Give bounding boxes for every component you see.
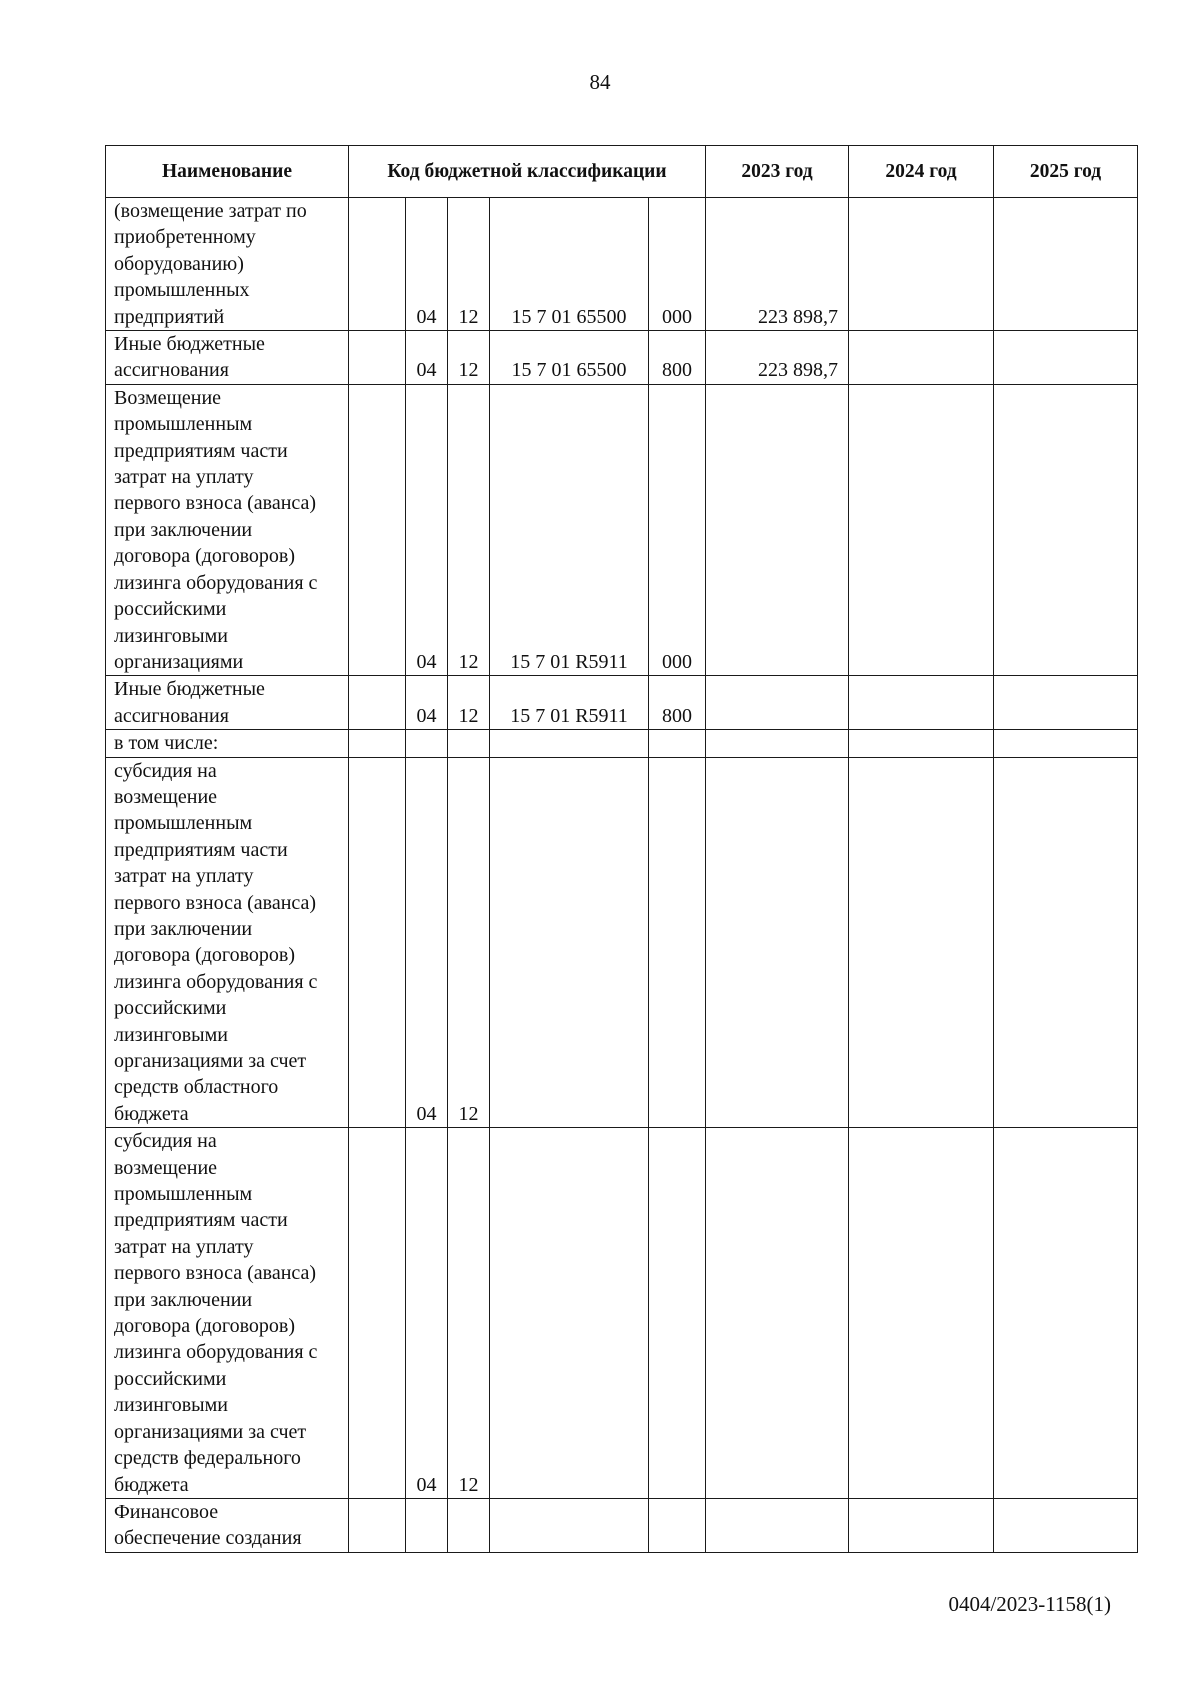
code-expense-type: 000 xyxy=(649,384,706,675)
amount-2023 xyxy=(706,384,849,675)
table-row xyxy=(106,676,1138,730)
code-empty-cell xyxy=(349,1498,406,1552)
code-target-article: 15 7 01 65500 xyxy=(490,331,649,385)
table-row xyxy=(106,198,1138,331)
table-row xyxy=(106,1498,1138,1552)
code-target-article xyxy=(490,730,649,757)
code-section xyxy=(406,1498,448,1552)
amount-2023: 223 898,7 xyxy=(706,331,849,385)
code-empty-cell xyxy=(349,331,406,385)
table-row xyxy=(106,384,1138,675)
amount-2025 xyxy=(994,757,1138,1128)
code-subsection xyxy=(448,730,490,757)
code-subsection: 12 xyxy=(448,1128,490,1499)
code-target-article: 15 7 01 R5911 xyxy=(490,676,649,730)
code-expense-type xyxy=(649,1498,706,1552)
code-empty-cell xyxy=(349,757,406,1128)
table-body xyxy=(106,198,1138,1553)
amount-2024 xyxy=(849,198,994,331)
code-subsection: 12 xyxy=(448,384,490,675)
table-row xyxy=(106,757,1138,1128)
row-name: субсидия на возмещение промышленным предприятиям части затрат на уплату первого взноса (аванса) при заключении договора (договоров) лизинга оборудования с российскими лизинговыми организациями за счет средств федерального бюджета xyxy=(106,1128,349,1499)
amount-2024 xyxy=(849,1128,994,1499)
amount-2023 xyxy=(706,676,849,730)
code-empty-cell xyxy=(349,730,406,757)
code-empty-cell xyxy=(349,198,406,331)
row-name: Иные бюджетные ассигнования xyxy=(106,331,349,385)
code-expense-type: 800 xyxy=(649,676,706,730)
row-name: в том числе: xyxy=(106,730,349,757)
amount-2024 xyxy=(849,384,994,675)
table-header-row xyxy=(106,146,1138,198)
code-subsection: 12 xyxy=(448,331,490,385)
code-empty-cell xyxy=(349,1128,406,1499)
row-name: Финансовое обеспечение создания xyxy=(106,1498,349,1552)
code-section: 04 xyxy=(406,384,448,675)
amount-2023 xyxy=(706,1128,849,1499)
amount-2024 xyxy=(849,757,994,1128)
code-section xyxy=(406,730,448,757)
table-row xyxy=(106,331,1138,385)
code-expense-type: 000 xyxy=(649,198,706,331)
amount-2023: 223 898,7 xyxy=(706,198,849,331)
table-row xyxy=(106,1128,1138,1499)
amount-2025 xyxy=(994,676,1138,730)
code-subsection xyxy=(448,1498,490,1552)
amount-2024 xyxy=(849,331,994,385)
header-2024: 2024 год xyxy=(849,146,994,198)
amount-2025 xyxy=(994,1498,1138,1552)
code-target-article xyxy=(490,1128,649,1499)
document-code: 0404/2023-1158(1) xyxy=(948,1592,1111,1616)
code-target-article xyxy=(490,1498,649,1552)
row-name: Иные бюджетные ассигнования xyxy=(106,676,349,730)
code-empty-cell xyxy=(349,676,406,730)
code-target-article: 15 7 01 R5911 xyxy=(490,384,649,675)
code-section: 04 xyxy=(406,198,448,331)
code-section: 04 xyxy=(406,757,448,1128)
amount-2024 xyxy=(849,676,994,730)
code-subsection: 12 xyxy=(448,676,490,730)
amount-2025 xyxy=(994,1128,1138,1499)
code-target-article: 15 7 01 65500 xyxy=(490,198,649,331)
code-expense-type xyxy=(649,730,706,757)
amount-2025 xyxy=(994,331,1138,385)
amount-2024 xyxy=(849,730,994,757)
code-expense-type: 800 xyxy=(649,331,706,385)
row-name: субсидия на возмещение промышленным предприятиям части затрат на уплату первого взноса (аванса) при заключении договора (договоров) лизинга оборудования с российскими лизинговыми организациями за счет средств областного бюджета xyxy=(106,757,349,1128)
code-empty-cell xyxy=(349,384,406,675)
code-section: 04 xyxy=(406,676,448,730)
code-subsection: 12 xyxy=(448,198,490,331)
amount-2023 xyxy=(706,1498,849,1552)
amount-2023 xyxy=(706,730,849,757)
code-subsection: 12 xyxy=(448,757,490,1128)
amount-2025 xyxy=(994,730,1138,757)
table-row xyxy=(106,730,1138,757)
row-name: Возмещение промышленным предприятиям части затрат на уплату первого взноса (аванса) при заключении договора (договоров) лизинга оборудования с российскими лизинговыми организациями xyxy=(106,384,349,675)
row-name: (возмещение затрат по приобретенному оборудованию) промышленных предприятий xyxy=(106,198,349,331)
amount-2025 xyxy=(994,198,1138,331)
amount-2024 xyxy=(849,1498,994,1552)
code-expense-type xyxy=(649,1128,706,1499)
header-code: Код бюджетной классификации xyxy=(349,146,706,198)
amount-2023 xyxy=(706,757,849,1128)
code-expense-type xyxy=(649,757,706,1128)
code-section: 04 xyxy=(406,1128,448,1499)
budget-table xyxy=(105,145,1138,1553)
header-2025: 2025 год xyxy=(994,146,1138,198)
header-name: Наименование xyxy=(106,146,349,198)
amount-2025 xyxy=(994,384,1138,675)
page-number: 84 xyxy=(589,70,611,94)
code-section: 04 xyxy=(406,331,448,385)
header-2023: 2023 год xyxy=(706,146,849,198)
code-target-article xyxy=(490,757,649,1128)
